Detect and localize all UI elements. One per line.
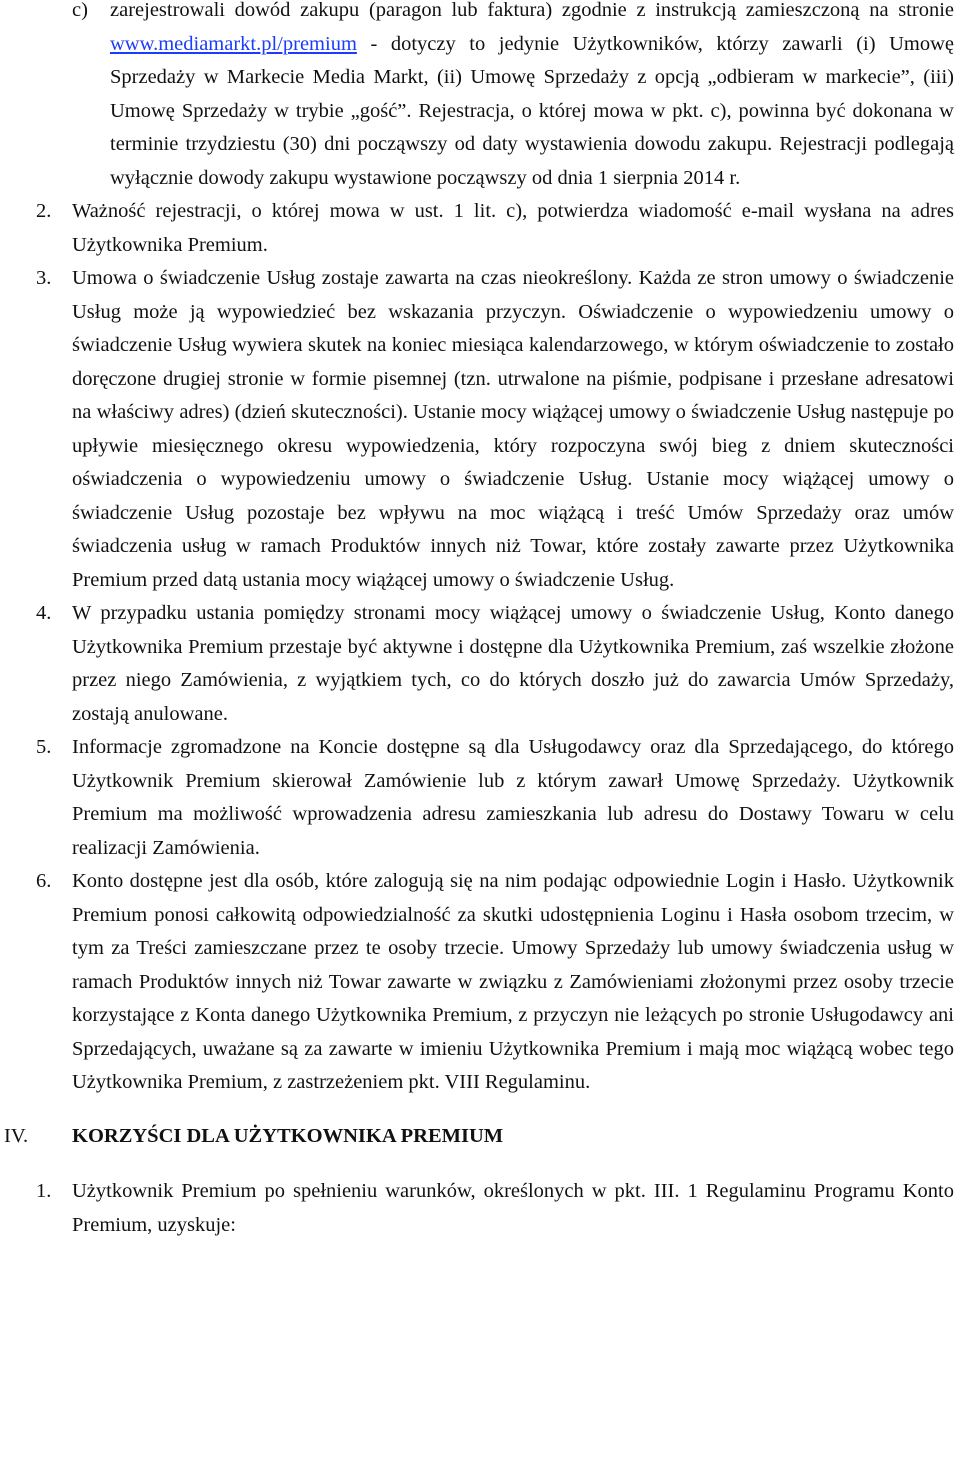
list-number: 6. <box>36 870 52 892</box>
list-item-text: Konto dostępne jest dla osób, które zalogują się na nim podając odpowiednie Login i Hasło. Użytkownik Premium ponosi całkowitą odpowiedzialność za skutki udostępnienia Loginu i Hasła osobom trzecim, w tym za Treści zamieszczane przez te osoby trzecie. Umowy Sprzedaży lub umowy świadczenia usług w ramach Produktów innych niż Towar zawarte w związku z Zamówieniami złożonymi przez osoby trzecie korzystające z Konta danego Użytkownika Premium, z przyczyn nie leżących po stronie Usługodawcy ani Sprzedających, uważane są za zawarte w imieniu Użytkownika Premium i mają moc wiążącą wobec tego Użytkownika Premium, z zastrzeżeniem pkt. VIII Regulaminu. <box>72 870 954 1093</box>
section-heading <box>0 1120 960 1154</box>
list-number: 5. <box>36 736 52 758</box>
list-marker: c) <box>72 0 88 21</box>
premium-link[interactable]: www.mediamarkt.pl/premium <box>110 32 357 55</box>
list-item-c <box>0 0 960 195</box>
list-item-text: W przypadku ustania pomiędzy stronami mocy wiążącej umowy o świadczenie Usług, Konto danego Użytkownika Premium przestaje być aktywne i dostępne dla Użytkownika Premium, zaś wszelkie złożone przez niego Zamówienia, z wyjątkiem tych, co do których doszło już do zawarcia Umów Sprzedaży, zostają anulowane. <box>72 602 954 725</box>
section-number: IV. <box>4 1124 29 1147</box>
list-item-3 <box>0 262 960 597</box>
list-item-text: Umowa o świadczenie Usług zostaje zawarta na czas nieokreślony. Każda ze stron umowy o świadczenie Usług może ją wypowiedzieć bez wskazania przyczyn. Oświadczenie o wypowiedzeniu umowy o świadczenie Usług wywiera skutek na koniec miesiąca kalendarzowego, w którym oświadczenie to zostało doręczone drugiej stronie w formie pisemnej (tzn. utrwalone na piśmie, podpisane i przesłane adresatowi na właściwy adres) (dzień skuteczności). Ustanie mocy wiążącej umowy o świadczenie Usług następuje po upływie miesięcznego okresu wypowiedzenia, który rozpoczyna swój bieg z dniem skuteczności oświadczenia o wypowiedzeniu umowy o świadczenie Usług. Ustanie mocy wiążącej umowy o świadczenie Usług pozostaje bez wpływu na moc wiążącą i treść Umów Sprzedaży oraz umów świadczenia usług w ramach Produktów innych niż Towar, które zostały zawarte przez Użytkownika Premium przed datą ustania mocy wiążącej umowy o świadczenie Usług. <box>72 267 954 591</box>
list-item-6 <box>0 865 960 1100</box>
list-item-text <box>110 0 954 195</box>
section-title: KORZYŚCI DLA UŻYTKOWNIKA PREMIUM <box>72 1124 504 1147</box>
list-item-5 <box>0 731 960 865</box>
list-item-2 <box>0 195 960 262</box>
list-item-4 <box>0 597 960 731</box>
text-part: - dotyczy to jedynie Użytkowników, którzy zawarli (i) Umowę Sprzedaży w Markecie Media Markt, (ii) Umowę Sprzedaży z opcją „odbieram w markecie”, (iii) Umowę Sprzedaży w trybie „gość”. Rejestracja, o której mowa w pkt. c), powinna być dokonana w terminie trzydziestu (30) dni począwszy od daty wystawienia dowodu zakupu. Rejestracji podlegają wyłącznie dowody zakupu wystawione począwszy od dnia 1 sierpnia 2014 r. <box>110 32 955 189</box>
list-item-text: Ważność rejestracji, o której mowa w ust. 1 lit. c), potwierdza wiadomość e-mail wysłana na adres Użytkownika Premium. <box>72 200 954 256</box>
section-list-item-1 <box>0 1175 960 1242</box>
list-number: 2. <box>36 200 52 222</box>
list-item-text: Użytkownik Premium po spełnieniu warunków, określonych w pkt. III. 1 Regulaminu Programu Konto Premium, uzyskuje: <box>72 1180 954 1236</box>
list-number: 3. <box>36 267 52 289</box>
list-item-text: Informacje zgromadzone na Koncie dostępne są dla Usługodawcy oraz dla Sprzedającego, do którego Użytkownik Premium skierował Zamówienie lub z którym zawarł Umowę Sprzedaży. Użytkownik Premium ma możliwość wprowadzenia adresu zamieszkania lub adresu do Dostawy Towaru w celu realizacji Zamówienia. <box>72 736 954 859</box>
list-number: 4. <box>36 602 52 624</box>
list-number: 1. <box>36 1180 52 1202</box>
text-part: zarejestrowali dowód zakupu (paragon lub faktura) zgodnie z instrukcją zamieszczoną na stronie <box>110 0 954 21</box>
